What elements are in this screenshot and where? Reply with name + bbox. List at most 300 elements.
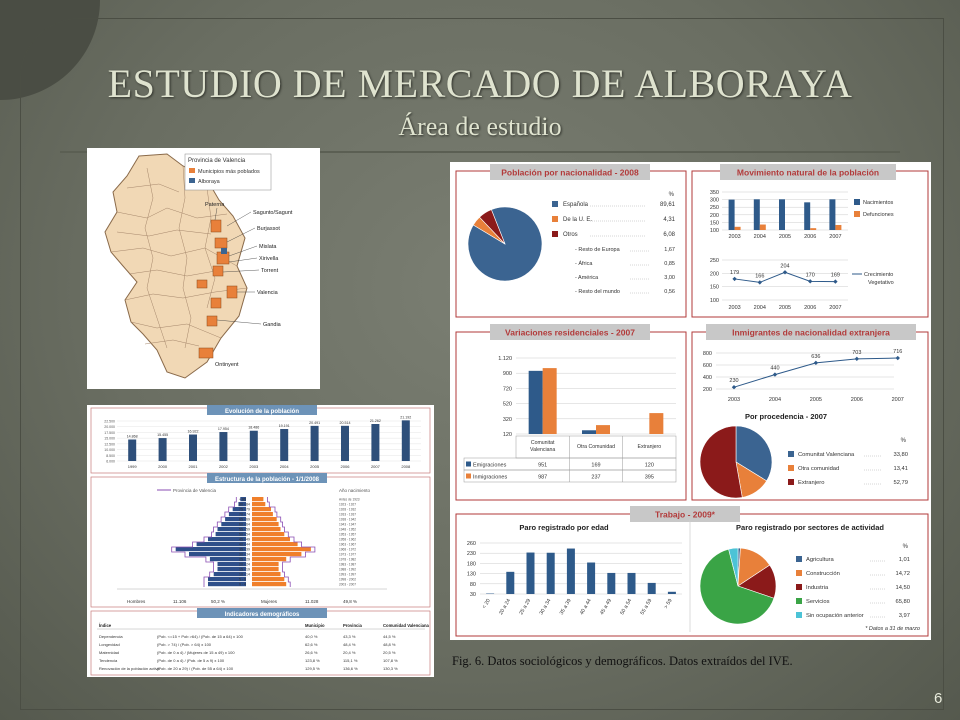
pop-evolution-title: Evolución de la población — [224, 409, 300, 415]
procedencia-pie — [700, 426, 772, 498]
legend-value: 89,61 — [659, 202, 675, 208]
tick-label: < 20 — [481, 598, 492, 610]
women-label: Mujeres — [261, 599, 278, 604]
tick-label: 100 — [709, 228, 719, 234]
legend-value: 0,85 — [664, 261, 675, 267]
pyramid-bar-women — [252, 517, 277, 521]
pop-bar — [371, 424, 379, 461]
data-label: 703 — [852, 349, 862, 356]
pyramid-bar-women — [252, 527, 281, 531]
data-label: 440 — [770, 365, 780, 372]
birth-year-label: 1953 - 1957 — [339, 532, 357, 537]
unemployment-sector-pie — [700, 548, 776, 624]
pyramid-bar-men — [176, 547, 246, 551]
birth-year-label: 1973 - 1977 — [339, 552, 357, 557]
data-label: 14.868 — [126, 434, 138, 439]
table-cell: 44,5 % — [383, 634, 396, 639]
tick-label: 2005 — [778, 234, 792, 240]
legend-value: 6,08 — [663, 232, 675, 238]
birth-year-label: 1943 - 1947 — [339, 522, 357, 527]
town-label: Mislata — [259, 244, 277, 250]
age-group-label: 60 - 64 — [239, 522, 250, 527]
pyramid-bar-women — [252, 552, 301, 556]
tick-label: 17.500 — [104, 430, 115, 435]
tick-label: 320 — [502, 416, 512, 423]
town-label: Sagunto/Sagunt — [253, 210, 293, 216]
table-header: Índice — [99, 623, 112, 628]
tick-label: 80 — [469, 581, 476, 588]
town-label: Burjassot — [257, 226, 280, 232]
tick-label: 2006 — [804, 305, 817, 311]
tick-label: 2004 — [768, 397, 782, 403]
tick-label: 15.000 — [104, 436, 115, 441]
age-group-label: 45 - 49 — [239, 537, 250, 542]
natural-movement-title: Movimiento natural de la población — [736, 167, 880, 178]
table-cell: 120 — [644, 462, 654, 469]
data-label: 204 — [780, 263, 790, 270]
table-cell: Renovación de la población activa — [99, 666, 160, 671]
table-cell: 48,8 % — [383, 642, 396, 647]
pyramid-bar-men — [189, 552, 246, 556]
category-label: Extranjero — [637, 444, 662, 450]
tick-label: 2001 — [188, 464, 198, 469]
tick-label: 400 — [702, 375, 712, 381]
legend-value: 33,80 — [893, 452, 908, 458]
data-label: 17.954 — [217, 427, 229, 432]
tick-label: 2007 — [829, 234, 842, 240]
tick-label: 130 — [466, 571, 476, 578]
birth-year-label: 1923 - 1927 — [339, 502, 357, 507]
pyramid-bar-women — [252, 567, 279, 571]
tick-label: 25 a 29 — [518, 598, 533, 616]
tick-label: 2004 — [753, 305, 766, 311]
table-cell: 237 — [591, 474, 601, 481]
emigration-bar — [529, 371, 543, 434]
immigration-bar — [543, 368, 557, 434]
table-cell: 26,6 % — [305, 650, 318, 655]
data-label: 230 — [729, 378, 739, 385]
table-cell: 48,4 % — [343, 642, 356, 647]
tick-label: 150 — [709, 220, 719, 227]
data-label: 179 — [730, 269, 740, 276]
row-label: Inmigraciones — [473, 474, 508, 481]
legend-label: Servicios — [806, 599, 830, 605]
legend-value: 1,67 — [664, 247, 675, 253]
legend-swatch — [796, 584, 802, 590]
sector-pct-header: % — [902, 544, 908, 550]
data-label: 169 — [830, 272, 840, 279]
table-cell: 43,3 % — [343, 634, 356, 639]
legend-value: 1,01 — [898, 557, 910, 563]
tick-label: 2007 — [370, 464, 380, 469]
unemployment-bar — [547, 553, 555, 594]
legend-value: 13,41 — [893, 466, 908, 472]
data-label: 170 — [805, 272, 815, 279]
tick-label: 45 a 49 — [599, 598, 614, 616]
slide-subtitle: Área de estudio — [398, 112, 562, 141]
tick-label: 35 a 39 — [558, 598, 573, 616]
age-group-label: 25 - 29 — [239, 557, 250, 562]
nationality-pct-header: % — [668, 192, 674, 198]
tick-label: 350 — [709, 190, 719, 196]
unemployment-bar — [607, 573, 615, 594]
map-legend-item: Alboraya — [198, 179, 220, 185]
age-group-label: 55 - 59 — [239, 527, 250, 532]
table-cell: Maternidad — [99, 650, 120, 655]
tick-label: 180 — [466, 561, 476, 568]
pyramid-bar-women — [252, 512, 273, 516]
pyramid-bar-women — [252, 542, 298, 546]
data-label: 15.455 — [157, 433, 169, 438]
tick-label: 250 — [709, 258, 719, 264]
table-cell: 115,1 % — [343, 658, 358, 663]
tick-label: 2005 — [778, 305, 792, 311]
table-cell: 169 — [591, 462, 601, 469]
pop-bar — [128, 440, 136, 461]
tick-label: 22.500 — [104, 419, 115, 424]
category-label: Comunitat — [530, 440, 555, 446]
tick-label: 200 — [709, 212, 719, 219]
category-label: Valenciana — [530, 447, 556, 453]
legend-sublabel: - América — [575, 275, 599, 281]
data-label: 20.514 — [339, 420, 351, 425]
tick-label: 12.500 — [104, 442, 115, 447]
tick-label: 2007 — [891, 397, 904, 403]
pop-bar — [159, 438, 167, 461]
birth-year-label: 2003 - 2007 — [339, 582, 357, 587]
tick-label: > 59 — [663, 598, 674, 610]
women-pct: 49,8 % — [343, 599, 358, 604]
unemployment-bar — [506, 572, 514, 594]
deaths-bar — [735, 227, 741, 230]
table-cell: (Pob. > 74) / (Pob. > 64) x 100 — [157, 642, 212, 647]
alboraya-marker — [221, 248, 227, 254]
pop-bar — [280, 429, 288, 461]
table-cell: 40,0 % — [305, 634, 318, 639]
town-label: Paterna — [205, 202, 225, 208]
map-legend — [185, 154, 271, 190]
age-group-label: 40 - 44 — [239, 542, 250, 547]
tick-label: 200 — [702, 387, 712, 393]
pyramid-bar-women — [252, 572, 281, 576]
pop-bar — [402, 420, 410, 461]
tick-label: 2005 — [310, 464, 320, 469]
legend-value: 3,00 — [664, 275, 675, 281]
legend-value: 14,50 — [895, 585, 910, 591]
province-map — [87, 148, 320, 389]
tick-label: 120 — [502, 432, 512, 438]
men-total: 11.106 — [173, 599, 187, 604]
table-cell: 20,5 % — [383, 650, 396, 655]
table-header: Provincia — [343, 623, 362, 628]
deaths-bar — [810, 228, 816, 230]
pop-bar — [189, 435, 197, 461]
tick-label: 20 a 24 — [498, 598, 513, 616]
tick-label: 520 — [502, 401, 512, 408]
men-label: Hombres — [127, 599, 146, 604]
emigration-bar — [582, 430, 596, 434]
birth-year-label: Antes de 1923 — [339, 497, 360, 502]
tick-label: 720 — [502, 386, 512, 393]
residential-title: Variaciones residenciales - 2007 — [505, 327, 635, 338]
age-group-label: 20 - 24 — [239, 562, 250, 567]
legend-value: 52,79 — [893, 480, 908, 486]
table-cell: 20,4 % — [343, 650, 356, 655]
table-cell: Longevidad — [99, 642, 120, 647]
legend-swatch — [796, 556, 802, 562]
table-cell: Dependencia — [99, 634, 123, 639]
age-group-label: 75 - 79 — [239, 507, 250, 512]
pyramid-bar-women — [252, 577, 284, 581]
table-cell: (Pob. <=15 + Pob >64) / (Pob. de 15 a 64) x 100 — [157, 634, 243, 639]
pyramid-bar-women — [252, 502, 265, 506]
men-pct: 50,2 % — [211, 599, 226, 604]
slide-title: ESTUDIO DE MERCADO DE ALBORAYA — [107, 61, 853, 106]
age-group-label: 50 - 54 — [239, 532, 250, 537]
legend-sublabel: - Resto del mundo — [575, 289, 620, 295]
town-label: Ontinyent — [215, 362, 239, 368]
tick-label: 2003 — [249, 464, 259, 469]
charts-svg — [450, 162, 931, 640]
table-cell: 395 — [644, 474, 654, 481]
page-number: 6 — [934, 690, 943, 707]
demography-panel — [87, 405, 434, 677]
birth-year-label: 1968 - 1972 — [339, 547, 357, 552]
legend-swatch — [854, 199, 860, 205]
data-label: 16.922 — [187, 429, 199, 434]
legend-label: Agricultura — [806, 557, 834, 563]
town-label: Gandia — [263, 322, 281, 328]
tick-label: 2006 — [850, 397, 863, 403]
immigrants-title: Inmigrantes de nacionalidad extranjera — [732, 327, 890, 338]
tick-label: 2000 — [158, 464, 168, 469]
tick-label: 8.500 — [106, 453, 115, 458]
legend-swatch — [854, 211, 860, 217]
tick-label: 2008 — [401, 464, 411, 469]
demography-svg — [87, 405, 434, 677]
legend-swatch — [796, 612, 802, 618]
procedencia-pct-header: % — [900, 438, 906, 444]
tick-label: 250 — [709, 205, 719, 212]
tick-label: 2004 — [753, 234, 766, 240]
immigration-bar — [596, 425, 610, 434]
table-cell: 951 — [538, 462, 548, 469]
data-label: 20.491 — [309, 420, 321, 425]
legend-value: 14,72 — [895, 571, 910, 577]
town-label: Torrent — [261, 268, 279, 274]
pop-bar — [341, 426, 349, 461]
pyramid-bar-women — [252, 537, 290, 541]
legend-swatch — [796, 598, 802, 604]
legend-label: Nacimientos — [863, 200, 894, 206]
deaths-bar — [835, 225, 841, 230]
unemployment-bar — [648, 583, 656, 594]
tick-label: 30 a 34 — [538, 598, 553, 616]
tick-label: 2004 — [279, 464, 289, 469]
birth-year-label: 1948 - 1952 — [339, 527, 357, 532]
birth-year-label: 1988 - 1992 — [339, 567, 357, 572]
tick-label: 2006 — [804, 234, 817, 240]
legend-swatch — [788, 465, 794, 471]
table-cell: 129,5 % — [305, 666, 320, 671]
row-label: Emigraciones — [473, 462, 507, 469]
unemployment-bar — [628, 573, 636, 594]
age-group-label: 0 - 4 — [239, 582, 247, 587]
data-label: 18.486 — [248, 425, 260, 430]
tick-label: 1999 — [127, 464, 137, 469]
work-note: * Datos a 31 de marzo — [865, 626, 920, 632]
pop-bar — [311, 426, 319, 461]
legend-label: Sin ocupación anterior — [806, 613, 864, 619]
age-group-label: 5 - 9 — [239, 577, 247, 582]
pop-bar — [250, 431, 258, 461]
table-header: Municipio — [305, 623, 325, 628]
tick-label: 20.000 — [104, 425, 115, 430]
tick-label: 300 — [709, 197, 719, 204]
tick-label: 260 — [466, 541, 476, 547]
map-legend-item: Municipios más poblados — [198, 169, 260, 175]
birth-year-label: 1993 - 1997 — [339, 572, 357, 577]
nationality-pie — [468, 207, 542, 281]
tick-label: 1.120 — [498, 356, 512, 362]
legend-label: De la U. E. — [563, 217, 593, 223]
table-cell: Tendencia — [99, 658, 118, 663]
pyramid-title: Estructura de la población - 1/1/2008 — [214, 477, 320, 483]
tick-label: 2006 — [340, 464, 350, 469]
table-header: Comunidad Valenciana — [383, 623, 429, 628]
pyramid-bar-women — [252, 497, 263, 501]
table-cell: 123,8 % — [305, 658, 320, 663]
table-cell: 130,3 % — [383, 666, 398, 671]
tick-label: 2003 — [728, 234, 741, 240]
legend-label: Industria — [806, 585, 829, 591]
table-cell: 62,6 % — [305, 642, 318, 647]
data-label: 716 — [893, 349, 903, 356]
legend-swatch — [552, 216, 558, 222]
pyramid-age-header: Año nacimiento — [339, 488, 371, 493]
tick-label: 30 — [469, 592, 476, 598]
legend-sublabel: - África — [575, 261, 593, 267]
legend-label: Construcción — [806, 571, 840, 577]
nationality-title: Población por nacionalidad - 2008 — [501, 167, 639, 178]
data-label: 19.191 — [278, 424, 290, 429]
birth-year-label: 1998 - 2002 — [339, 577, 357, 582]
age-group-label: + 85 — [239, 497, 246, 502]
legend-label: Vegetativo — [868, 280, 894, 286]
births-bar — [829, 199, 835, 230]
legend-sublabel: - Resto de Europa — [575, 247, 620, 253]
indicators-title: Indicadores demográficos — [224, 612, 300, 618]
unemployment-bar — [668, 592, 676, 594]
legend-value: 4,31 — [663, 217, 675, 223]
table-cell: 136,6 % — [343, 666, 358, 671]
pyramid-bar-women — [252, 547, 311, 551]
legend-swatch — [466, 462, 471, 467]
pyramid-bar-women — [252, 562, 279, 566]
deaths-bar — [760, 225, 766, 230]
tick-label: 55 a 59 — [639, 598, 654, 616]
age-group-label: 65 - 69 — [239, 517, 250, 522]
unemployment-sector-title: Paro registrado por sectores de actividad — [736, 523, 884, 532]
tick-label: 200 — [709, 271, 719, 278]
legend-value: 65,80 — [895, 599, 910, 605]
unemployment-age-title: Paro registrado por edad — [519, 523, 609, 532]
pyramid-bar-women — [252, 582, 286, 586]
legend-value: 3,97 — [898, 613, 910, 619]
tick-label: 600 — [702, 363, 712, 369]
table-cell: 107,8 % — [383, 658, 398, 663]
legend-label: Española — [563, 202, 589, 208]
town-label: Valencia — [257, 290, 278, 296]
legend-label: Extranjero — [798, 480, 825, 486]
pop-bar — [219, 432, 227, 461]
tick-label: 800 — [702, 351, 712, 357]
data-label: 166 — [755, 273, 765, 280]
legend-label: Otros — [563, 232, 578, 238]
tick-label: 2007 — [829, 305, 842, 311]
tick-label: 2003 — [728, 305, 741, 311]
tick-label: 2002 — [218, 464, 228, 469]
pyramid-bar-women — [252, 522, 279, 526]
pyramid-bar-women — [252, 557, 286, 561]
pyramid-legend: Provincia de Valencia — [173, 488, 216, 493]
birth-year-label: 1963 - 1967 — [339, 542, 357, 547]
births-bar — [804, 202, 810, 230]
category-label: Otra Comunidad — [576, 444, 616, 450]
tick-label: 150 — [709, 284, 719, 291]
town-label: Xirivella — [259, 256, 279, 262]
legend-swatch — [466, 474, 471, 479]
birth-year-label: 1933 - 1937 — [339, 512, 357, 517]
immigration-bar — [649, 413, 663, 434]
legend-swatch — [788, 479, 794, 485]
birth-year-label: 1938 - 1942 — [339, 517, 357, 522]
legend-value: 0,56 — [664, 289, 675, 295]
tick-label: 40 a 44 — [578, 598, 593, 616]
data-label: 21.192 — [400, 415, 412, 420]
tick-label: 230 — [466, 551, 476, 558]
tick-label: 900 — [502, 371, 512, 378]
data-label: 21.262 — [369, 419, 381, 424]
charts-panel — [450, 162, 931, 640]
birth-year-label: 1978 - 1982 — [339, 557, 357, 562]
age-group-label: 30 - 34 — [239, 552, 250, 557]
legend-label: Crecimiento — [864, 272, 894, 278]
map-legend-title: Provincia de Valencia — [188, 158, 246, 164]
women-total: 11.028 — [305, 599, 319, 604]
legend-label: Defunciones — [863, 212, 894, 218]
tick-label: 2005 — [809, 397, 823, 403]
age-group-label: 10 - 14 — [239, 572, 250, 577]
table-cell: (Pob. de 0 a 4) / (Pob. de 5 a 9) x 100 — [157, 658, 225, 663]
legend-swatch — [796, 570, 802, 576]
age-group-label: 15 - 19 — [239, 567, 250, 572]
births-bar — [729, 200, 735, 230]
unemployment-bar — [567, 549, 575, 594]
birth-year-label: 1983 - 1987 — [339, 562, 357, 567]
legend-label: Otra comunidad — [798, 466, 840, 472]
table-cell: 987 — [538, 474, 548, 481]
legend-label: Comunitat Valenciana — [798, 452, 855, 458]
tick-label: 100 — [709, 298, 719, 304]
figure-caption: Fig. 6. Datos sociológicos y demográficos. Datos extraídos del IVE. — [452, 654, 793, 668]
tick-label: 50 a 54 — [619, 598, 634, 616]
table-cell: (Pob. de 0 a 4) / (Mujeres de 15 a 49) x 100 — [157, 650, 235, 655]
age-group-label: 35 - 39 — [239, 547, 250, 552]
pyramid-bar-women — [252, 532, 284, 536]
age-group-label: 70 - 74 — [239, 512, 250, 517]
age-group-label: 80 - 84 — [239, 502, 250, 507]
